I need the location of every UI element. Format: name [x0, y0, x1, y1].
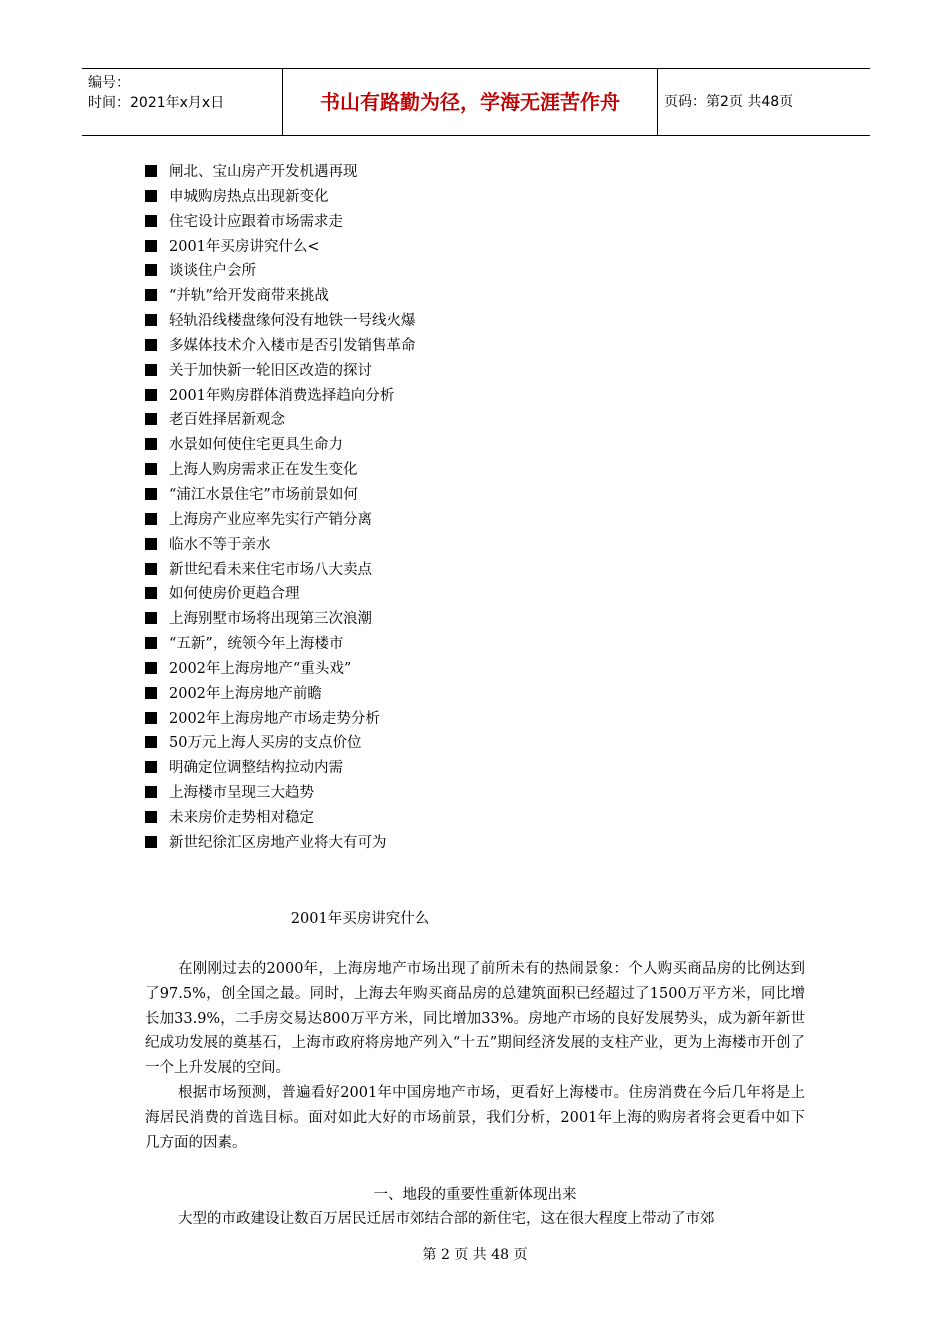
- toc-item-label: “浦江水景住宅”市场前景如何: [169, 486, 358, 503]
- toc-item: [145, 433, 785, 458]
- toc-item: [145, 359, 785, 384]
- header-motto: 书山有路勤为径，学海无涯苦作舟: [282, 69, 658, 135]
- article-title: 2001年买房讲究什么: [290, 911, 430, 927]
- toc-item-label: 50万元上海人买房的支点价位: [169, 735, 362, 752]
- toc-item-label: 申城购房热点出现新变化: [169, 188, 329, 205]
- toc-item: [145, 657, 785, 682]
- toc-item-label: 新世纪看未来住宅市场八大卖点: [169, 561, 372, 578]
- toc-item-label: 关于加快新一轮旧区改造的探讨: [169, 362, 372, 379]
- toc-item-label: 闸北、宝山房产开发机遇再现: [169, 164, 358, 180]
- toc-item-label: 2002年上海房地产前瞻: [169, 685, 322, 702]
- toc-item: [145, 781, 785, 806]
- square-bullet-icon: [145, 538, 157, 550]
- article-paragraph-3: 大型的市政建设让数百万居民迁居市郊结合部的新住宅，这在很大程度上带动了市郊: [178, 1211, 715, 1227]
- square-bullet-icon: [145, 264, 157, 276]
- toc-item-label: 上海人购房需求正在发生变化: [169, 462, 358, 479]
- toc-item-label: 如何使房价更趋合理: [169, 586, 300, 603]
- toc-item-label: 新世纪徐汇区房地产业将大有可为: [169, 834, 387, 851]
- toc-item: [145, 458, 785, 483]
- document-header: [82, 68, 870, 136]
- header-page-label: 页码：第2页 共48页: [664, 94, 794, 110]
- square-bullet-icon: [145, 587, 157, 599]
- article-paragraph-1: 在刚刚过去的2000年，上海房地产市场出现了前所未有的热闹景象：个人购买商品房的比例达到了97.5%，创全国之最。同时，上海去年购买商品房的总建筑面积已经超过了1500万平方米，同比增长加33.9%，二手房交易达800万平方米，同比增加33%。房地产市场的良好发展势头，成为新年新世纪成功发展的奠基石，上海市政府将房地产列入“十五”期间经济发展的支柱产业，更为上海楼市开创了一个上升发展的空间。: [145, 961, 805, 1077]
- toc-item: [145, 309, 785, 334]
- toc-item: [145, 408, 785, 433]
- toc-item-label: 2002年上海房地产市场走势分析: [169, 710, 380, 727]
- toc-item: [145, 558, 785, 583]
- toc-item: [145, 707, 785, 732]
- toc-item-label: 轻轨沿线楼盘缘何没有地铁一号线火爆: [169, 313, 416, 330]
- toc-item: [145, 284, 785, 309]
- section-1-title: 一、地段的重要性重新体现出来: [373, 1187, 577, 1203]
- square-bullet-icon: [145, 563, 157, 575]
- square-bullet-icon: [145, 289, 157, 301]
- time-label: 时间：2021年x月x日: [88, 95, 225, 111]
- toc-item-label: 谈谈住户会所: [169, 263, 256, 280]
- toc-item-label: 2001年购房群体消费选择趋向分析: [169, 387, 395, 404]
- toc-item-label: 水景如何使住宅更具生命力: [169, 437, 343, 454]
- square-bullet-icon: [145, 662, 157, 674]
- square-bullet-icon: [145, 215, 157, 227]
- toc-item: [145, 508, 785, 533]
- toc-item: [145, 682, 785, 707]
- square-bullet-icon: [145, 339, 157, 351]
- toc-item: [145, 185, 785, 210]
- square-bullet-icon: [145, 712, 157, 724]
- toc-item: [145, 259, 785, 284]
- square-bullet-icon: [145, 488, 157, 500]
- toc-item: [145, 582, 785, 607]
- toc-item: [145, 607, 785, 632]
- square-bullet-icon: [145, 389, 157, 401]
- toc-item-label: 临水不等于亲水: [169, 536, 271, 553]
- header-meta: [82, 69, 282, 135]
- toc-item-label: “并轨”给开发商带来挑战: [169, 288, 329, 305]
- square-bullet-icon: [145, 364, 157, 376]
- table-of-contents: [145, 160, 785, 856]
- toc-item-label: 上海房产业应率先实行产销分离: [169, 511, 372, 528]
- page-footer: 第 2 页 共 48 页: [422, 1247, 528, 1263]
- toc-item-label: 2002年上海房地产“重头戏”: [169, 660, 352, 677]
- square-bullet-icon: [145, 463, 157, 475]
- toc-item: [145, 334, 785, 359]
- toc-item-label: 上海楼市呈现三大趋势: [169, 785, 314, 802]
- toc-item: [145, 831, 785, 856]
- article-paragraph-2: 根据市场预测，普遍看好2001年中国房地产市场，更看好上海楼市。住房消费在今后几年将是上海居民消费的首选目标。面对如此大好的市场前景，我们分析，2001年上海的购房者将会更看中如下几方面的因素。: [145, 1085, 805, 1151]
- square-bullet-icon: [145, 687, 157, 699]
- toc-item: [145, 210, 785, 235]
- square-bullet-icon: [145, 240, 157, 252]
- toc-item-label: “五新”，统领今年上海楼市: [169, 636, 344, 653]
- square-bullet-icon: [145, 637, 157, 649]
- toc-item: [145, 806, 785, 831]
- toc-item-label: 明确定位调整结构拉动内需: [169, 760, 343, 777]
- toc-item: [145, 235, 785, 260]
- square-bullet-icon: [145, 513, 157, 525]
- toc-item: [145, 533, 785, 558]
- toc-item-label: 上海别墅市场将出现第三次浪潮: [169, 611, 372, 628]
- toc-item-label: 住宅设计应跟着市场需求走: [169, 213, 343, 230]
- square-bullet-icon: [145, 612, 157, 624]
- toc-item: [145, 483, 785, 508]
- toc-item: [145, 756, 785, 781]
- square-bullet-icon: [145, 836, 157, 848]
- toc-item: [145, 160, 785, 185]
- toc-item-label: 老百姓择居新观念: [169, 412, 285, 429]
- toc-item-label: 2001年买房讲究什么<: [169, 238, 320, 255]
- square-bullet-icon: [145, 438, 157, 450]
- square-bullet-icon: [145, 811, 157, 823]
- square-bullet-icon: [145, 314, 157, 326]
- square-bullet-icon: [145, 761, 157, 773]
- square-bullet-icon: [145, 190, 157, 202]
- toc-item-label: 多媒体技术介入楼市是否引发销售革命: [169, 337, 416, 354]
- square-bullet-icon: [145, 413, 157, 425]
- toc-item-label: 未来房价走势相对稳定: [169, 809, 314, 826]
- square-bullet-icon: [145, 786, 157, 798]
- toc-item: [145, 384, 785, 409]
- number-label: 编号：: [88, 75, 130, 91]
- toc-item: [145, 632, 785, 657]
- square-bullet-icon: [145, 736, 157, 748]
- square-bullet-icon: [145, 165, 157, 177]
- toc-item: [145, 731, 785, 756]
